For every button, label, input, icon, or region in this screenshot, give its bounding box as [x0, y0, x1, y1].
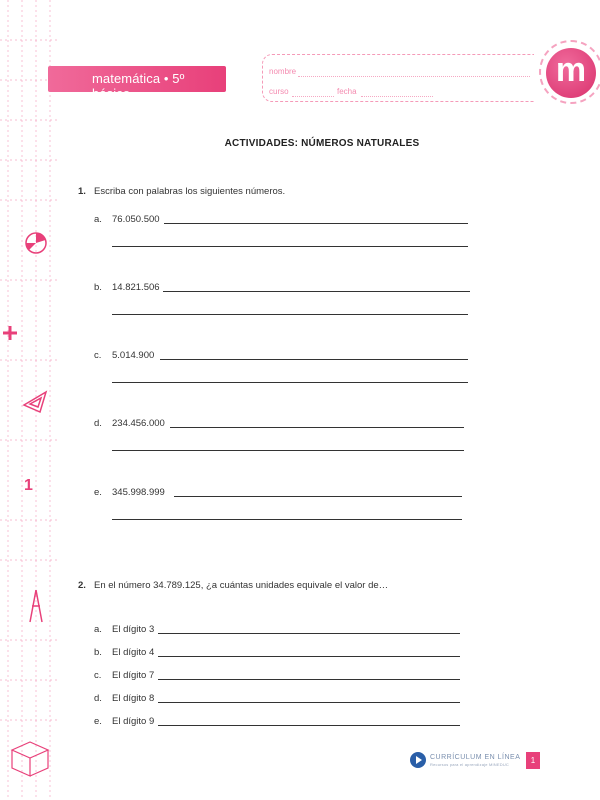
date-field[interactable] — [361, 96, 433, 97]
answer-line-1d-2[interactable] — [112, 450, 464, 451]
answer-line-1b-1[interactable] — [163, 291, 470, 292]
margin-pattern-graphic — [0, 0, 58, 800]
item-2d-value: El dígito 8 — [112, 693, 155, 704]
item-2e-value: El dígito 9 — [112, 716, 155, 727]
page-title: ACTIVIDADES: NÚMEROS NATURALES — [224, 138, 420, 149]
answer-line-1a-2[interactable] — [112, 246, 468, 247]
compass-icon — [30, 590, 42, 622]
footer-logo — [410, 752, 520, 768]
page-number: 1 — [526, 752, 540, 769]
student-info-box — [262, 54, 534, 102]
question-1-text: Escriba con palabras los siguientes números. — [94, 186, 286, 197]
item-2d-letter: d. — [94, 693, 102, 704]
item-2a-value: El dígito 3 — [112, 624, 155, 635]
course-field[interactable] — [292, 96, 334, 97]
item-1c-value: 5.014.900 — [112, 350, 155, 361]
course-label: curso — [269, 87, 289, 96]
answer-line-1c-2[interactable] — [112, 382, 468, 383]
item-1a-value: 76.050.500 — [112, 214, 160, 225]
answer-line-2b[interactable] — [158, 656, 460, 657]
question-2-text: En el número 34.789.125, ¿a cuántas unidades equivale el valor de… — [94, 580, 389, 591]
item-2c-letter: c. — [94, 670, 102, 681]
answer-line-1c-1[interactable] — [160, 359, 468, 360]
math-logo — [546, 48, 596, 98]
footer-brand: CURRÍCULUM EN LÍNEA — [430, 753, 521, 761]
answer-line-2e[interactable] — [158, 725, 460, 726]
answer-line-1e-1[interactable] — [174, 496, 462, 497]
item-1d-value: 234.456.000 — [112, 418, 165, 429]
item-1b-letter: b. — [94, 282, 102, 293]
item-2a-letter: a. — [94, 624, 102, 635]
item-1a-letter: a. — [94, 214, 102, 225]
answer-line-1a-1[interactable] — [164, 223, 468, 224]
decorative-margin — [0, 0, 58, 800]
answer-line-1e-2[interactable] — [112, 519, 462, 520]
item-2b-value: El dígito 4 — [112, 647, 155, 658]
item-1b-value: 14.821.506 — [112, 282, 160, 293]
question-1-number: 1. — [78, 186, 86, 197]
item-2b-letter: b. — [94, 647, 102, 658]
plus-icon — [3, 326, 17, 340]
name-field[interactable] — [298, 76, 530, 77]
name-label: nombre — [269, 67, 297, 76]
item-2c-value: El dígito 7 — [112, 670, 155, 681]
footer-tagline: Recursos para el aprendizaje MINEDUC — [430, 761, 510, 767]
item-1d-letter: d. — [94, 418, 102, 429]
item-1e-letter: e. — [94, 487, 102, 498]
one-glyph-icon: 1 — [24, 477, 33, 494]
subject-label: matemática • 5º básico — [92, 71, 185, 101]
play-icon — [410, 752, 426, 768]
item-2e-letter: e. — [94, 716, 102, 727]
triangle-icon — [24, 392, 46, 412]
date-label: fecha — [337, 87, 357, 96]
answer-line-1d-1[interactable] — [170, 427, 464, 428]
answer-line-2d[interactable] — [158, 702, 460, 703]
logo-letter: m — [555, 50, 587, 89]
item-1c-letter: c. — [94, 350, 102, 361]
question-2-number: 2. — [78, 580, 86, 591]
answer-line-2a[interactable] — [158, 633, 460, 634]
answer-line-1b-2[interactable] — [112, 314, 468, 315]
cube-icon — [12, 742, 48, 776]
item-1e-value: 345.998.999 — [112, 487, 165, 498]
subject-banner — [48, 66, 226, 101]
answer-line-2c[interactable] — [158, 679, 460, 680]
